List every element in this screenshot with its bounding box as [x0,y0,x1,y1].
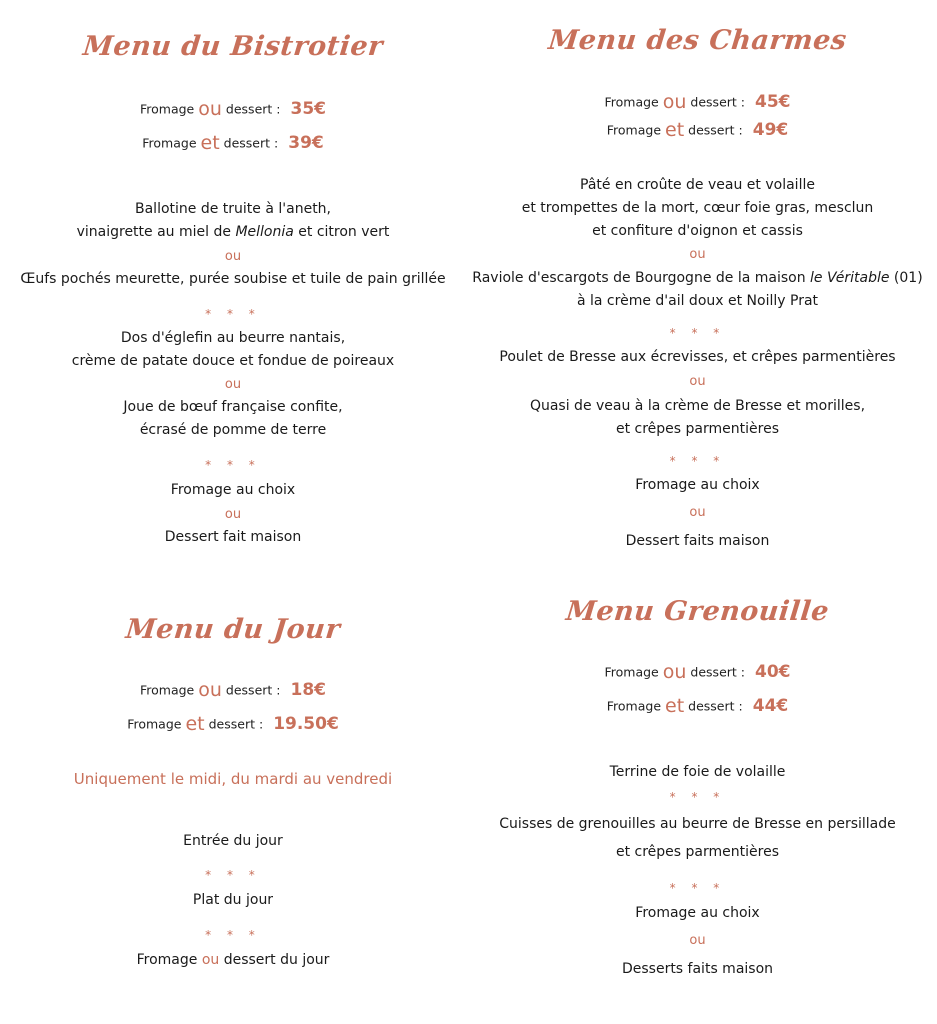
price-label: dessert : [208,716,264,732]
price-conj: ou [662,91,687,113]
or-separator: ou [689,933,706,948]
or-separator: ou [689,505,706,520]
or-word: ou [201,952,220,968]
price-label: Fromage [604,664,659,680]
price-conj: et [200,132,220,154]
course-separator: * * * [669,326,726,340]
price-amount: 18€ [290,680,326,700]
price-amount: 40€ [755,662,791,682]
price-label: dessert : [690,94,745,110]
dish-line: écrasé de pomme de terre [139,422,327,438]
price-row-et [0,132,466,154]
price-row-et [0,713,466,735]
dish-line: Desserts faits maison [621,961,774,977]
price-label: dessert : [225,101,281,117]
price-row-ou [470,661,925,683]
dish-line: Fromage au choix [635,477,760,493]
or-separator: ou [224,377,242,392]
menu-title: Menu du Jour [124,614,342,645]
price-amount: 19.50€ [273,714,339,734]
or-separator: ou [689,247,706,262]
dish-text: vinaigrette au miel de [76,224,236,240]
menu-charmes [470,0,925,560]
price-amount: 39€ [288,133,324,153]
price-label: Fromage [606,698,662,714]
dish-line: à la crème d'ail doux et Noilly Prat [576,293,819,309]
price-conj: ou [198,98,222,120]
price-row-ou [470,91,925,113]
price-amount: 45€ [755,92,791,112]
menu-title: Menu Grenouille [564,596,831,627]
price-conj: et [665,695,685,717]
price-row-et [470,119,925,141]
dish-line: Œufs pochés meurette, purée soubise et tuile de pain grillée [20,271,446,287]
course-separator: * * * [205,458,261,472]
dish-line [0,951,466,969]
or-separator: ou [689,374,706,389]
dish-line: Quasi de veau à la crème de Bresse et morilles, [529,398,866,414]
price-label: Fromage [139,682,195,698]
price-conj: et [185,713,205,735]
dish-line [470,269,925,287]
dish-line: et crêpes parmentières [615,421,779,437]
course-separator: * * * [669,454,726,468]
dish-line: Fromage au choix [170,482,296,498]
price-label: Fromage [606,122,662,138]
course-separator: * * * [669,881,726,895]
dish-line: Entrée du jour [183,833,283,849]
price-row-ou [0,679,466,701]
course-separator: * * * [205,307,261,321]
price-label: dessert : [688,698,743,714]
dish-text: Raviole d'escargots de Bourgogne de la maison [472,270,811,286]
dish-line: Fromage au choix [635,905,760,921]
dish-line: Plat du jour [192,892,274,908]
dish-line: crème de patate douce et fondue de poireaux [71,353,395,369]
price-conj: ou [662,661,687,683]
price-label: Fromage [127,716,182,732]
dish-line: et trompettes de la mort, cœur foie gras, mesclun [521,200,874,216]
menu-title: Menu du Bistrotier [81,31,385,62]
price-row-ou [0,98,466,120]
dish-text: et citron vert [293,224,390,240]
dish-line: Dos d'églefin au beurre nantais, [120,330,346,346]
menu-grenouille [470,580,925,1000]
price-amount: 35€ [290,99,326,119]
price-label: Fromage [139,101,195,117]
price-label: Fromage [142,135,197,151]
price-label: dessert : [223,135,279,151]
price-label: dessert : [225,682,281,698]
or-separator: ou [224,507,242,522]
dish-text-italic: le Véritable [810,270,890,286]
course-separator: * * * [205,868,261,882]
dish-line: et confiture d'oignon et cassis [592,223,803,239]
dish-line: Joue de bœuf française confite, [123,399,343,415]
price-label: dessert : [690,664,745,680]
dish-text: Fromage [136,952,202,968]
menu-title: Menu des Charmes [546,25,849,56]
price-conj: et [665,119,685,141]
menu-jour [0,600,466,1000]
dish-line: Poulet de Bresse aux écrevisses, et crêpes parmentières [499,349,896,365]
menu-bistrotier [0,0,466,560]
dish-line: Terrine de foie de volaille [609,764,786,780]
dish-line [0,223,466,241]
dish-line: Pâté en croûte de veau et volaille [580,177,815,193]
or-separator: ou [224,249,242,264]
price-label: dessert : [688,122,743,138]
dish-line: et crêpes parmentières [615,844,779,860]
dish-line: Dessert faits maison [625,533,770,549]
course-separator: * * * [669,790,726,804]
dish-line: Cuisses de grenouilles au beurre de Bresse en persillade [499,816,896,832]
price-amount: 44€ [752,696,789,716]
course-separator: * * * [205,928,261,942]
dish-text: dessert du jour [219,952,330,968]
price-label: Fromage [604,94,659,110]
price-amount: 49€ [752,120,789,140]
availability-notice: Uniquement le midi, du mardi au vendredi [73,770,393,788]
price-row-et [470,695,925,717]
dish-line: Dessert fait maison [164,529,302,545]
price-conj: ou [198,679,222,701]
dish-text: (01) [889,270,923,286]
dish-text-italic: Mellonia [235,224,294,240]
dish-line: Ballotine de truite à l'aneth, [135,201,331,217]
